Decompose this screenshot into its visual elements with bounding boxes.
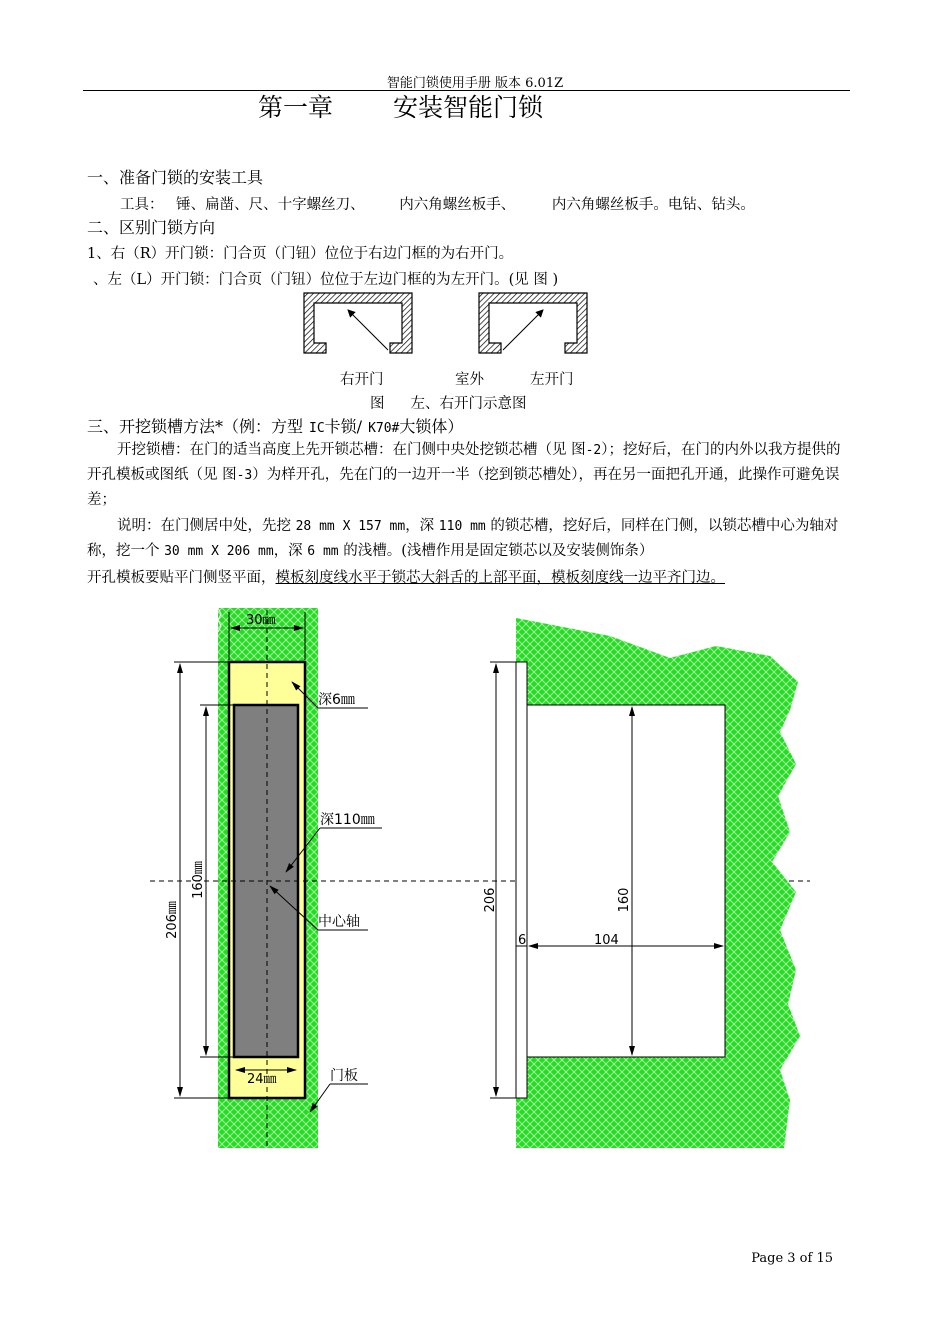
dim-24mm: 24㎜ <box>247 1072 277 1087</box>
right-door-desc: 1、右（R）开门锁：门合页（门钮）位位于右边门框的为右开门。 <box>87 246 514 262</box>
door-edge-front-view <box>165 608 382 1148</box>
tools-label: 工具： <box>120 197 164 213</box>
label-outside: 室外 <box>455 372 484 388</box>
callout-depth-110mm: 深110㎜ <box>320 812 375 828</box>
chapter-title <box>258 88 543 124</box>
tools-line <box>120 193 755 214</box>
slot-dimension-paragraph: 说明：在门侧居中处，先挖 28 mm X 157 mm，深 110 mm 的锁芯槽，挖好后，同样在门侧，以锁芯槽中心为轴对称，挖一个 30 mm X 206 mm，深 6 mm 的浅槽。(浅槽作用是固定锁芯以及安装侧饰条） <box>87 518 839 559</box>
door-diagram-caption: 图 左、右开门示意图 <box>370 396 527 412</box>
right-door-swing-arrow <box>348 310 388 350</box>
template-instruction-underlined: 模板刻度线水平于锁芯大斜舌的上部平面，模板刻度线一边平齐门边。 <box>275 570 725 586</box>
section3-heading: 三、开挖锁槽方法*（例：方型 IC卡锁/ K70#大锁体） <box>87 417 464 436</box>
label-right-door: 右开门 <box>340 372 384 388</box>
shallow-slot-section <box>516 662 527 1098</box>
callout-center-axis: 中心轴 <box>318 914 360 930</box>
template-instruction: 开孔模板要贴平门侧竖平面，模板刻度线水平于锁芯大斜舌的上部平面，模板刻度线一边平齐门边。 <box>87 570 725 586</box>
dim-206mm: 206㎜ <box>165 901 180 939</box>
chapter-name: 安装智能门锁 <box>393 93 544 122</box>
deep-slot-section <box>527 705 725 1057</box>
tools-list-b: 内六角螺丝板手、 <box>399 197 516 213</box>
label-left-door: 左开门 <box>530 372 574 388</box>
page-number: Page 3 of 15 <box>751 1251 833 1266</box>
running-header: 智能门锁使用手册 版本 6.01Z <box>386 76 564 91</box>
callout-depth-6mm: 深6㎜ <box>318 692 355 708</box>
left-door-desc: 、左（L）开门锁：门合页（门钮）位位于左边门框的为左开门。(见 图 ) <box>93 272 559 288</box>
tools-list-a: 锤、扁凿、尺、十字螺丝刀、 <box>176 197 365 213</box>
door-direction-diagram <box>290 288 600 358</box>
chapter-number: 第一章 <box>258 93 334 122</box>
left-door-swing-arrow <box>503 310 543 350</box>
lock-slot-drawing <box>150 600 830 1160</box>
section1-heading: 一、准备门锁的安装工具 <box>87 168 264 187</box>
dim-160mm: 160㎜ <box>191 861 206 899</box>
tools-list-c: 内六角螺丝板手。电钻、钻头。 <box>551 197 755 213</box>
dim-206: 206 <box>483 887 498 913</box>
dim-6: 6 <box>518 933 527 948</box>
dim-104: 104 <box>594 933 619 948</box>
door-side-section-view <box>483 618 800 1148</box>
right-door-frame <box>304 293 412 353</box>
callout-door-panel: 门板 <box>330 1068 358 1084</box>
left-door-frame <box>479 293 587 353</box>
slot-procedure-paragraph: 开挖锁槽：在门的适当高度上先开锁芯槽：在门侧中央处挖锁芯槽（见 图-2）；挖好后，在门的内外以我方提供的开孔模板或图纸（见 图-3）为样开孔，先在门的一边开一半（挖到锁芯槽处），再在另一面把孔开通，此操作可避免误差； <box>87 442 841 508</box>
section2-heading: 二、区别门锁方向 <box>87 218 216 237</box>
dim-160: 160 <box>617 887 632 913</box>
dim-30mm: 30㎜ <box>246 613 276 628</box>
